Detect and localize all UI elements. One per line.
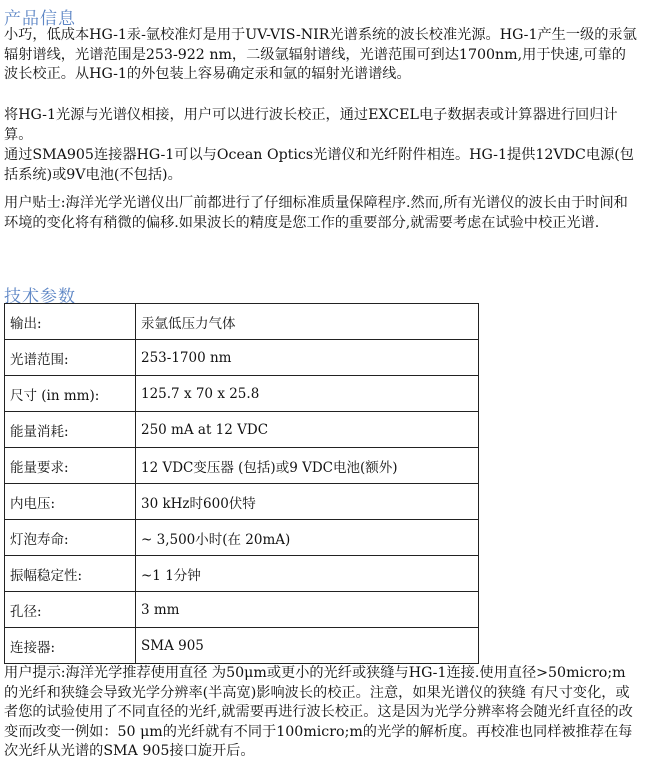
spec-row — [5, 556, 479, 592]
spec-table — [4, 303, 479, 664]
spec-label: 内电压: — [5, 484, 136, 520]
spec-row — [5, 376, 479, 412]
spec-value: 253-1700 nm — [136, 340, 479, 376]
user-tip: 用户贴士:海洋光学光谱仪出厂前都进行了仔细标准质量保障程序.然而,所有光谱仪的波长由于时间和环境的变化将有稍微的偏移.如果波长的精度是您工作的重要部分,就需要考虑在试验中校正光谱. — [4, 195, 628, 231]
calibration-note: 将HG-1光源与光谱仪相接，用户可以进行波长校正，通过EXCEL电子数据表或计算器进行回归计算。 — [4, 107, 618, 143]
spec-value: 12 VDC变压器 (包括)或9 VDC电池(额外) — [136, 448, 479, 484]
spec-value: 125.7 x 70 x 25.8 — [136, 376, 479, 412]
spec-value: 250 mA at 12 VDC — [136, 412, 479, 448]
spec-label: 输出: — [5, 304, 136, 340]
spec-row — [5, 484, 479, 520]
spec-value: 30 kHz时600伏特 — [136, 484, 479, 520]
spec-label: 光谱范围: — [5, 340, 136, 376]
spec-value: 汞氩低压力气体 — [136, 304, 479, 340]
spec-row — [5, 448, 479, 484]
spec-value: 3 mm — [136, 592, 479, 628]
user-hint: 用户提示:海洋光学推荐使用直径 为50μm或更小的光纤或狭缝与HG-1连接.使用直径>50micro;m的光纤和狭缝会导致光学分辨率(半高宽)影响波长的校正。注意，如果光谱仪的狭缝 有尺寸变化，或者您的试验使用了不同直径的光纤,就需要再进行波长校正。这是因为光学分辨率将会随光纤直径的改变而改变一例如：50 μm的光纤就有不同于100micro;m的光学的解析度。再校准也同样被推荐在每次光纤从光谱的SMA 905接口旋开后。 — [4, 665, 633, 759]
spec-row — [5, 628, 479, 664]
spec-row — [5, 412, 479, 448]
spec-row — [5, 340, 479, 376]
spec-table-body — [5, 304, 479, 664]
spec-label: 孔径: — [5, 592, 136, 628]
spec-row — [5, 520, 479, 556]
spec-label: 连接器: — [5, 628, 136, 664]
spec-label: 灯泡寿命: — [5, 520, 136, 556]
tech-specs-title: 技术参数 — [4, 287, 76, 307]
product-info-title: 产品信息 — [4, 9, 76, 29]
spec-label: 尺寸 (in mm): — [5, 376, 136, 412]
spec-label: 能量要求: — [5, 448, 136, 484]
connector-note: 通过SMA905连接器HG-1可以与Ocean Optics光谱仪和光纤附件相连。HG-1提供12VDC电源(包括系统)或9V电池(不包括)。 — [4, 147, 634, 183]
spec-value: SMA 905 — [136, 628, 479, 664]
spec-label: 能量消耗: — [5, 412, 136, 448]
spec-label: 振幅稳定性: — [5, 556, 136, 592]
spec-row — [5, 304, 479, 340]
spec-value: ~ 3,500小时(在 20mA) — [136, 520, 479, 556]
spec-value: ~1 1分钟 — [136, 556, 479, 592]
product-description: 小巧，低成本HG-1汞-氩校准灯是用于UV-VIS-NIR光谱系统的波长校准光源。HG-1产生一级的汞氩辐射谱线，光谱范围是253-922 nm，二级氩辐射谱线，光谱范围可到达1700nm,用于快速,可靠的波长校正。从HG-1的外包装上容易确定汞和氩的辐射光谱谱线。 — [4, 27, 637, 82]
spec-row — [5, 592, 479, 628]
